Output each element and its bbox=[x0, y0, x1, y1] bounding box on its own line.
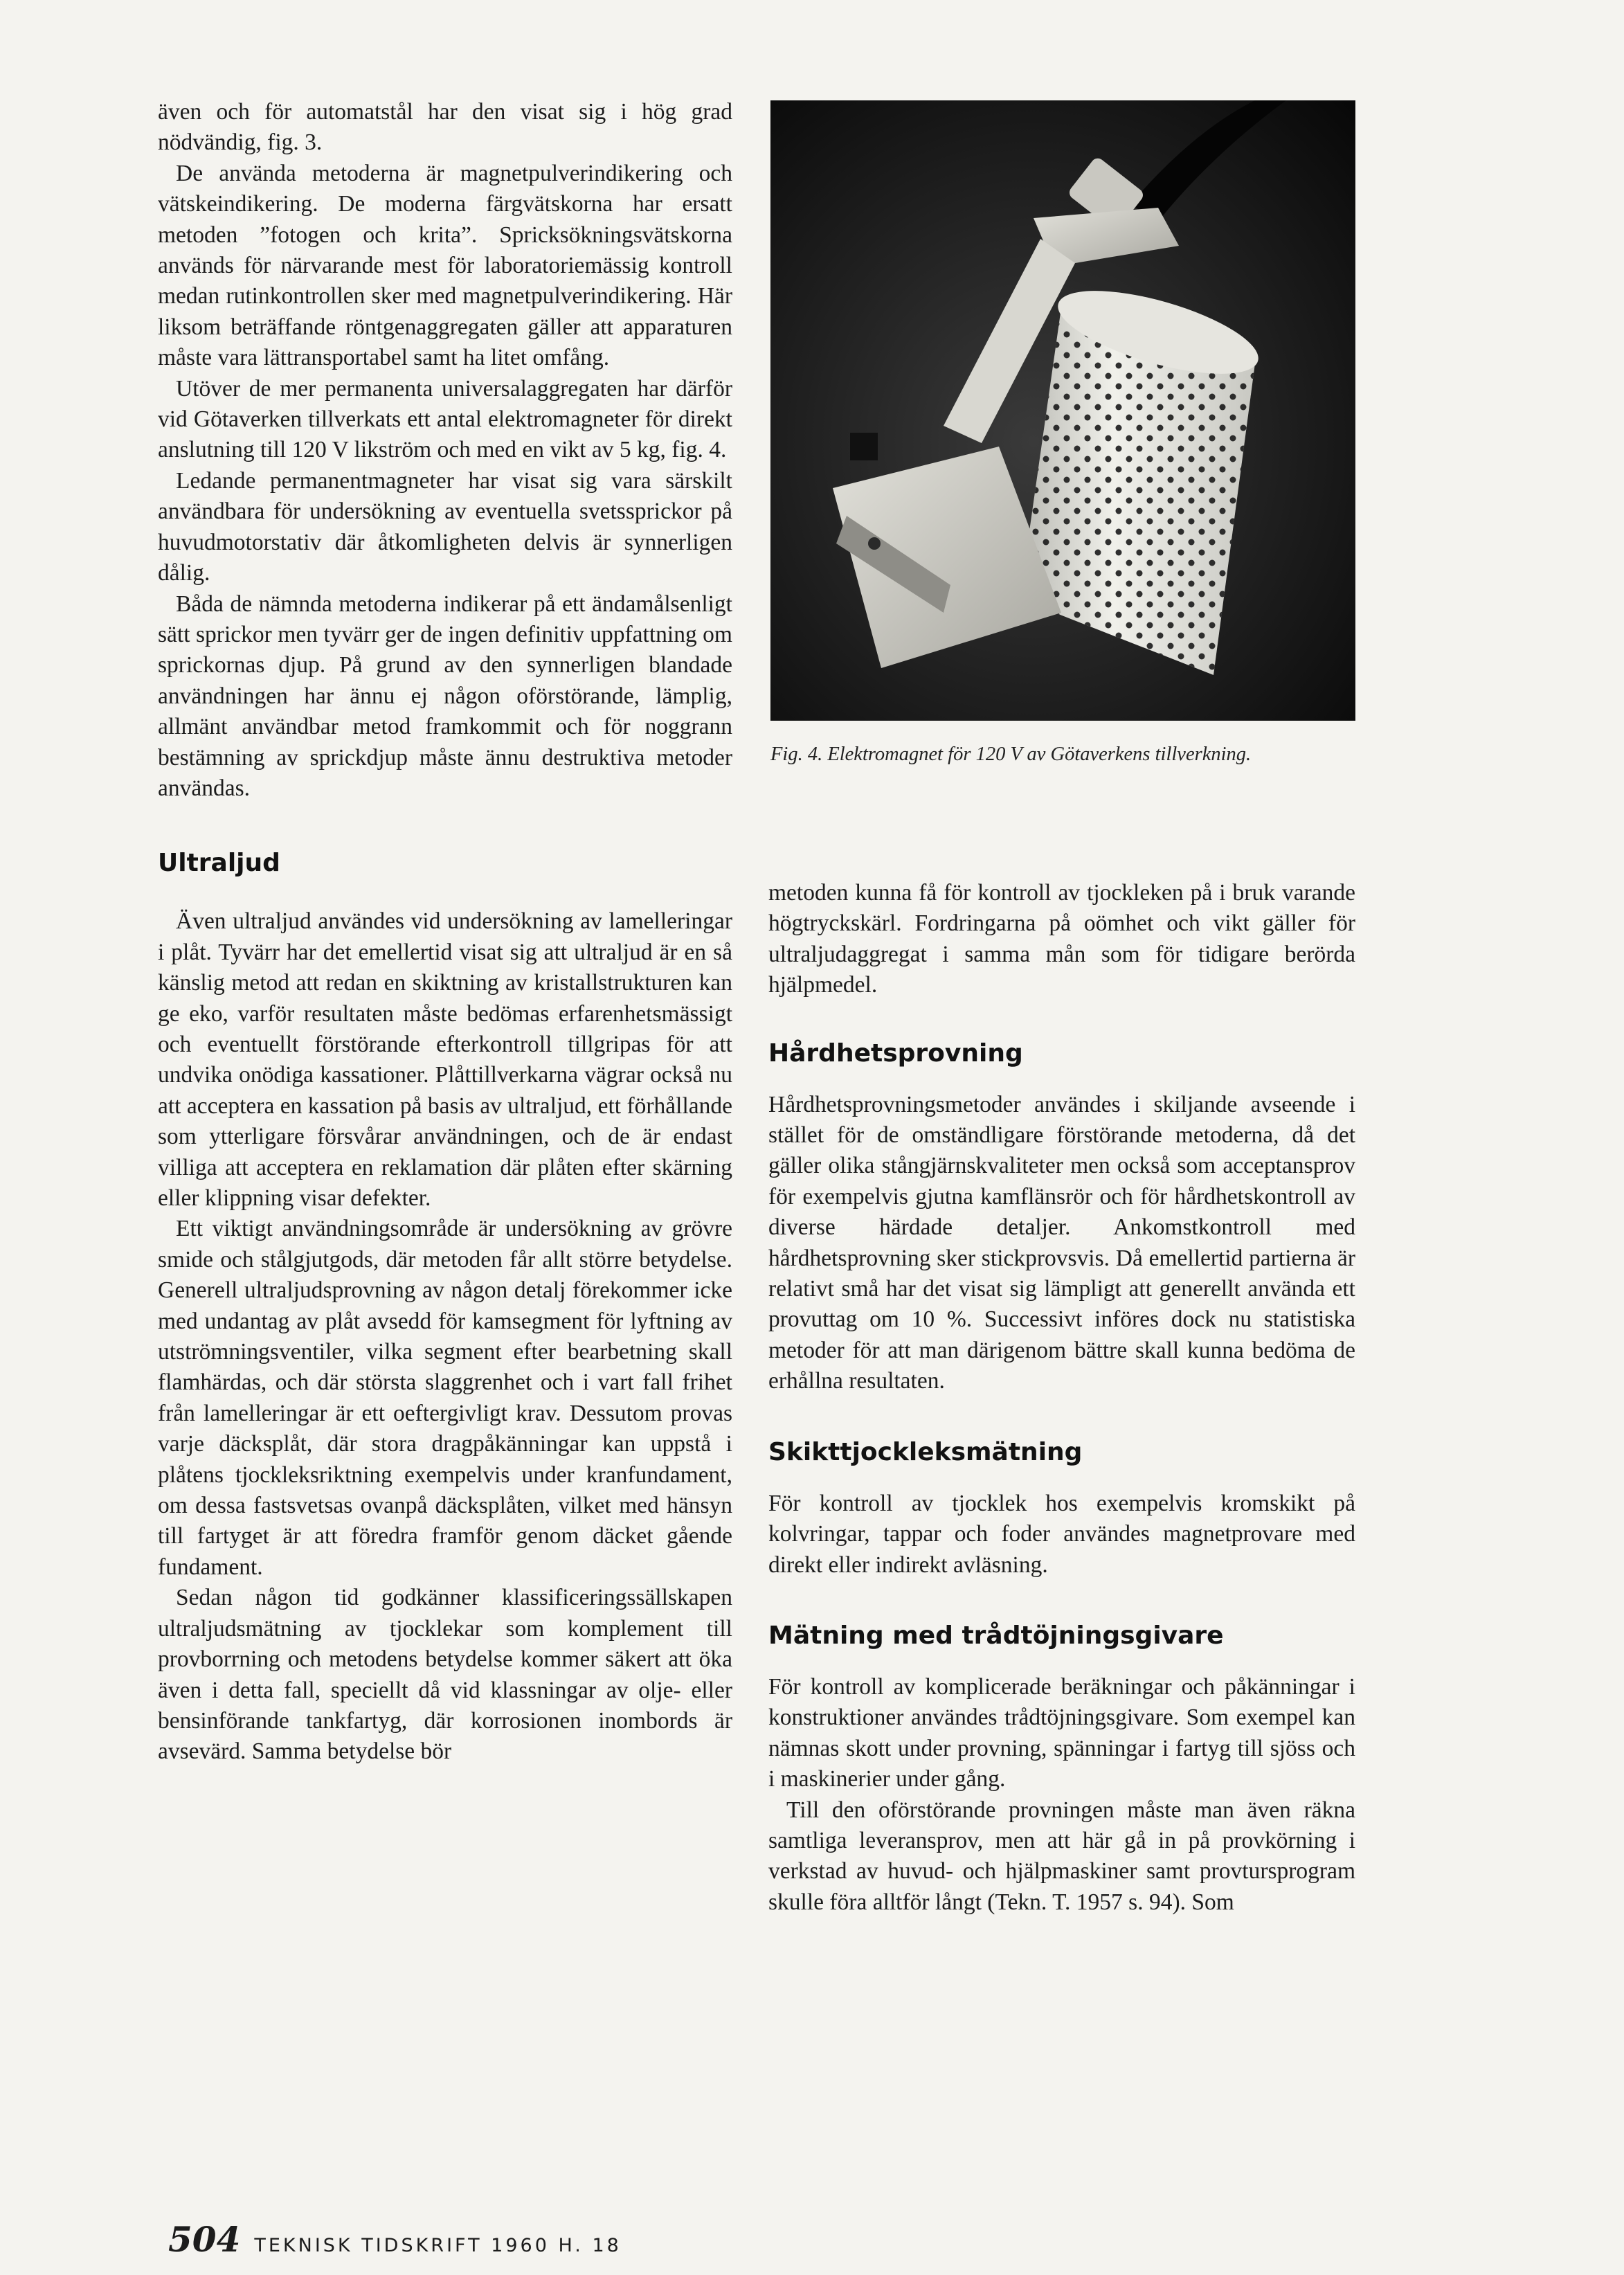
section-heading-skikttjockleksmatning: Skikttjockleksmätning bbox=[768, 1437, 1083, 1466]
section-heading-hardhetsprovning: Hårdhetsprovning bbox=[768, 1038, 1023, 1068]
right-column bbox=[768, 878, 1355, 1918]
paragraph: För kontroll av komplicerade beräkningar och påkänningar i konstruktioner användes trådtöjningsgivare. Som exempel kan nämnas skott under provning, spänningar i fartyg till sjöss och i maskinerier under gång. bbox=[768, 1673, 1355, 1792]
page-footer bbox=[168, 2219, 622, 2260]
figure-caption: Fig. 4. Elektromagnet för 120 V av Götaverkens tillverkning. bbox=[770, 744, 1252, 765]
paragraph: De använda metoderna är magnetpulverindikering och vätskeindikering. De moderna färgvätskorna har ersatt metoden ”fotogen och krita”. Spricksökningsvätskorna används för närvarande mest för laboratoriemässig kontroll medan rutinkontrollen sker med magnetpulverindikering. Här liksom beträffande röntgenaggregaten gäller att apparaturen måste vara lättransportabel samt ha litet omfång. bbox=[158, 160, 732, 371]
paragraph: Ledande permanentmagneter har visat sig vara särskilt användbara för undersökning av eventuella svetssprickor på huvudmotorstativ där åtkomligheten delvis är synnerligen dålig. bbox=[158, 467, 732, 586]
paragraph: Till den oförstörande provningen måste man även räkna samtliga leveransprov, men att här gå in på provkörning i verkstad av huvud- och hjälpmaskiner samt provtursprogram skulle föra alltför långt (Tekn. T. 1957 s. 94). Som bbox=[768, 1797, 1355, 1915]
section-heading-ultraljud: Ultraljud bbox=[158, 849, 280, 878]
page-number: 504 bbox=[168, 2219, 241, 2260]
paragraph: Utöver de mer permanenta universalaggregaten har därför vid Götaverken tillverkats ett antal elektromagneter för direkt anslutning till 120 V likström och med en vikt av 5 kg, fig. 4. bbox=[158, 375, 732, 463]
paragraph: även och för automatstål har den visat sig i hög grad nödvändig, fig. 3. bbox=[158, 99, 732, 156]
paragraph: Ett viktigt användningsområde är undersökning av grövre smide och stålgjutgods, där metoden får allt större betydelse. Generell ultraljudsprovning av någon detalj förekommer icke med undantag av plåt avsedd för kamsegment för lyftning av utströmningsventiler, vilka segment efter bearbetning skall flamhärdas, och där största slaggrenhet och i vart fall frihet från lamelleringar är ett oeftergivligt krav. Dessutom provas varje däcksplåt, där stora dragpåkänningar kan uppstå i plåtens tjockleksriktning exempelvis under kranfundament, om dessa fastsvetsas ovanpå däcksplåten, vilket med hänsyn till fartyget är att föredra framför genom däcket gående fundament. bbox=[158, 1216, 732, 1580]
journal-name: TEKNISK TIDSKRIFT 1960 H. 18 bbox=[254, 2235, 622, 2256]
electromagnet-illustration bbox=[770, 100, 1355, 721]
electromagnet-photo bbox=[770, 100, 1355, 721]
paragraph: Båda de nämnda metoderna indikerar på ett ändamålsenligt sätt sprickor men tyvärr ger de ingen definitiv uppfattning om sprickornas djup. På grund av den synnerligen blandade användningen har ännu ej någon oförstörande, lämplig, allmänt användbar metod framkommit och för noggrann bestämning av sprickdjup måste ännu destruktiva metoder användas. bbox=[158, 591, 732, 801]
paragraph: Även ultraljud användes vid undersökning av lamelleringar i plåt. Tyvärr har det emellertid visat sig att ultraljud är en så känslig metod att redan en skiktning av kristallstrukturen kan ge eko, varför resultaten måste bedömas erfarenhetsmässigt och eventuellt förstörande efterkontroll tillgripas för att undvika onödiga kassationer. Plåttillverkarna vägrar också nu att acceptera en kassation på basis av ultraljud, ett förhållande som ytterligare försvårar användningen, och de är endast villiga att acceptera en reklamation där plåten efter skärning eller klippning visar defekter. bbox=[158, 908, 732, 1211]
left-column bbox=[158, 97, 732, 1768]
paragraph: För kontroll av tjocklek hos exempelvis kromskikt på kolvringar, tappar och foder användes magnetprovare med direkt eller indirekt avläsning. bbox=[768, 1490, 1355, 1578]
paragraph: Hårdhetsprovningsmetoder användes i skiljande avseende i stället för de omständligare förstörande metoderna, då det gäller olika stångjärnskvaliteter men också som acceptansprov för exempelvis gjutna kamflänsrör och för hårdhetskontroll av diverse härdade detaljer. Ankomstkontroll med hårdhetsprovning sker stickprovsvis. Då emellertid partierna är relativt små har det visat sig lämpligt att generellt använda ett provuttag om 10 %. Successivt införes dock nu statistiska metoder för att man därigenom bättre skall kunna bedöma de erhållna resultaten. bbox=[768, 1091, 1355, 1394]
paragraph: metoden kunna få för kontroll av tjockleken på i bruk varande högtryckskärl. Fordringarna på oömhet och vikt gäller för ultraljudaggregat i samma mån som för tidigare berörda hjälpmedel. bbox=[768, 880, 1355, 998]
section-heading-matning-tradtojningsgivare: Mätning med trådtöjningsgivare bbox=[768, 1621, 1224, 1650]
paragraph: Sedan någon tid godkänner klassificeringssällskapen ultraljudsmätning av tjocklekar som komplement till provborrning och metodens betydelse kommer säkert att öka även i detta fall, speciellt då vid klassningar av olje- eller bensinförande tankfartyg, där korrosionen inombords är avsevärd. Samma betydelse bör bbox=[158, 1585, 732, 1765]
